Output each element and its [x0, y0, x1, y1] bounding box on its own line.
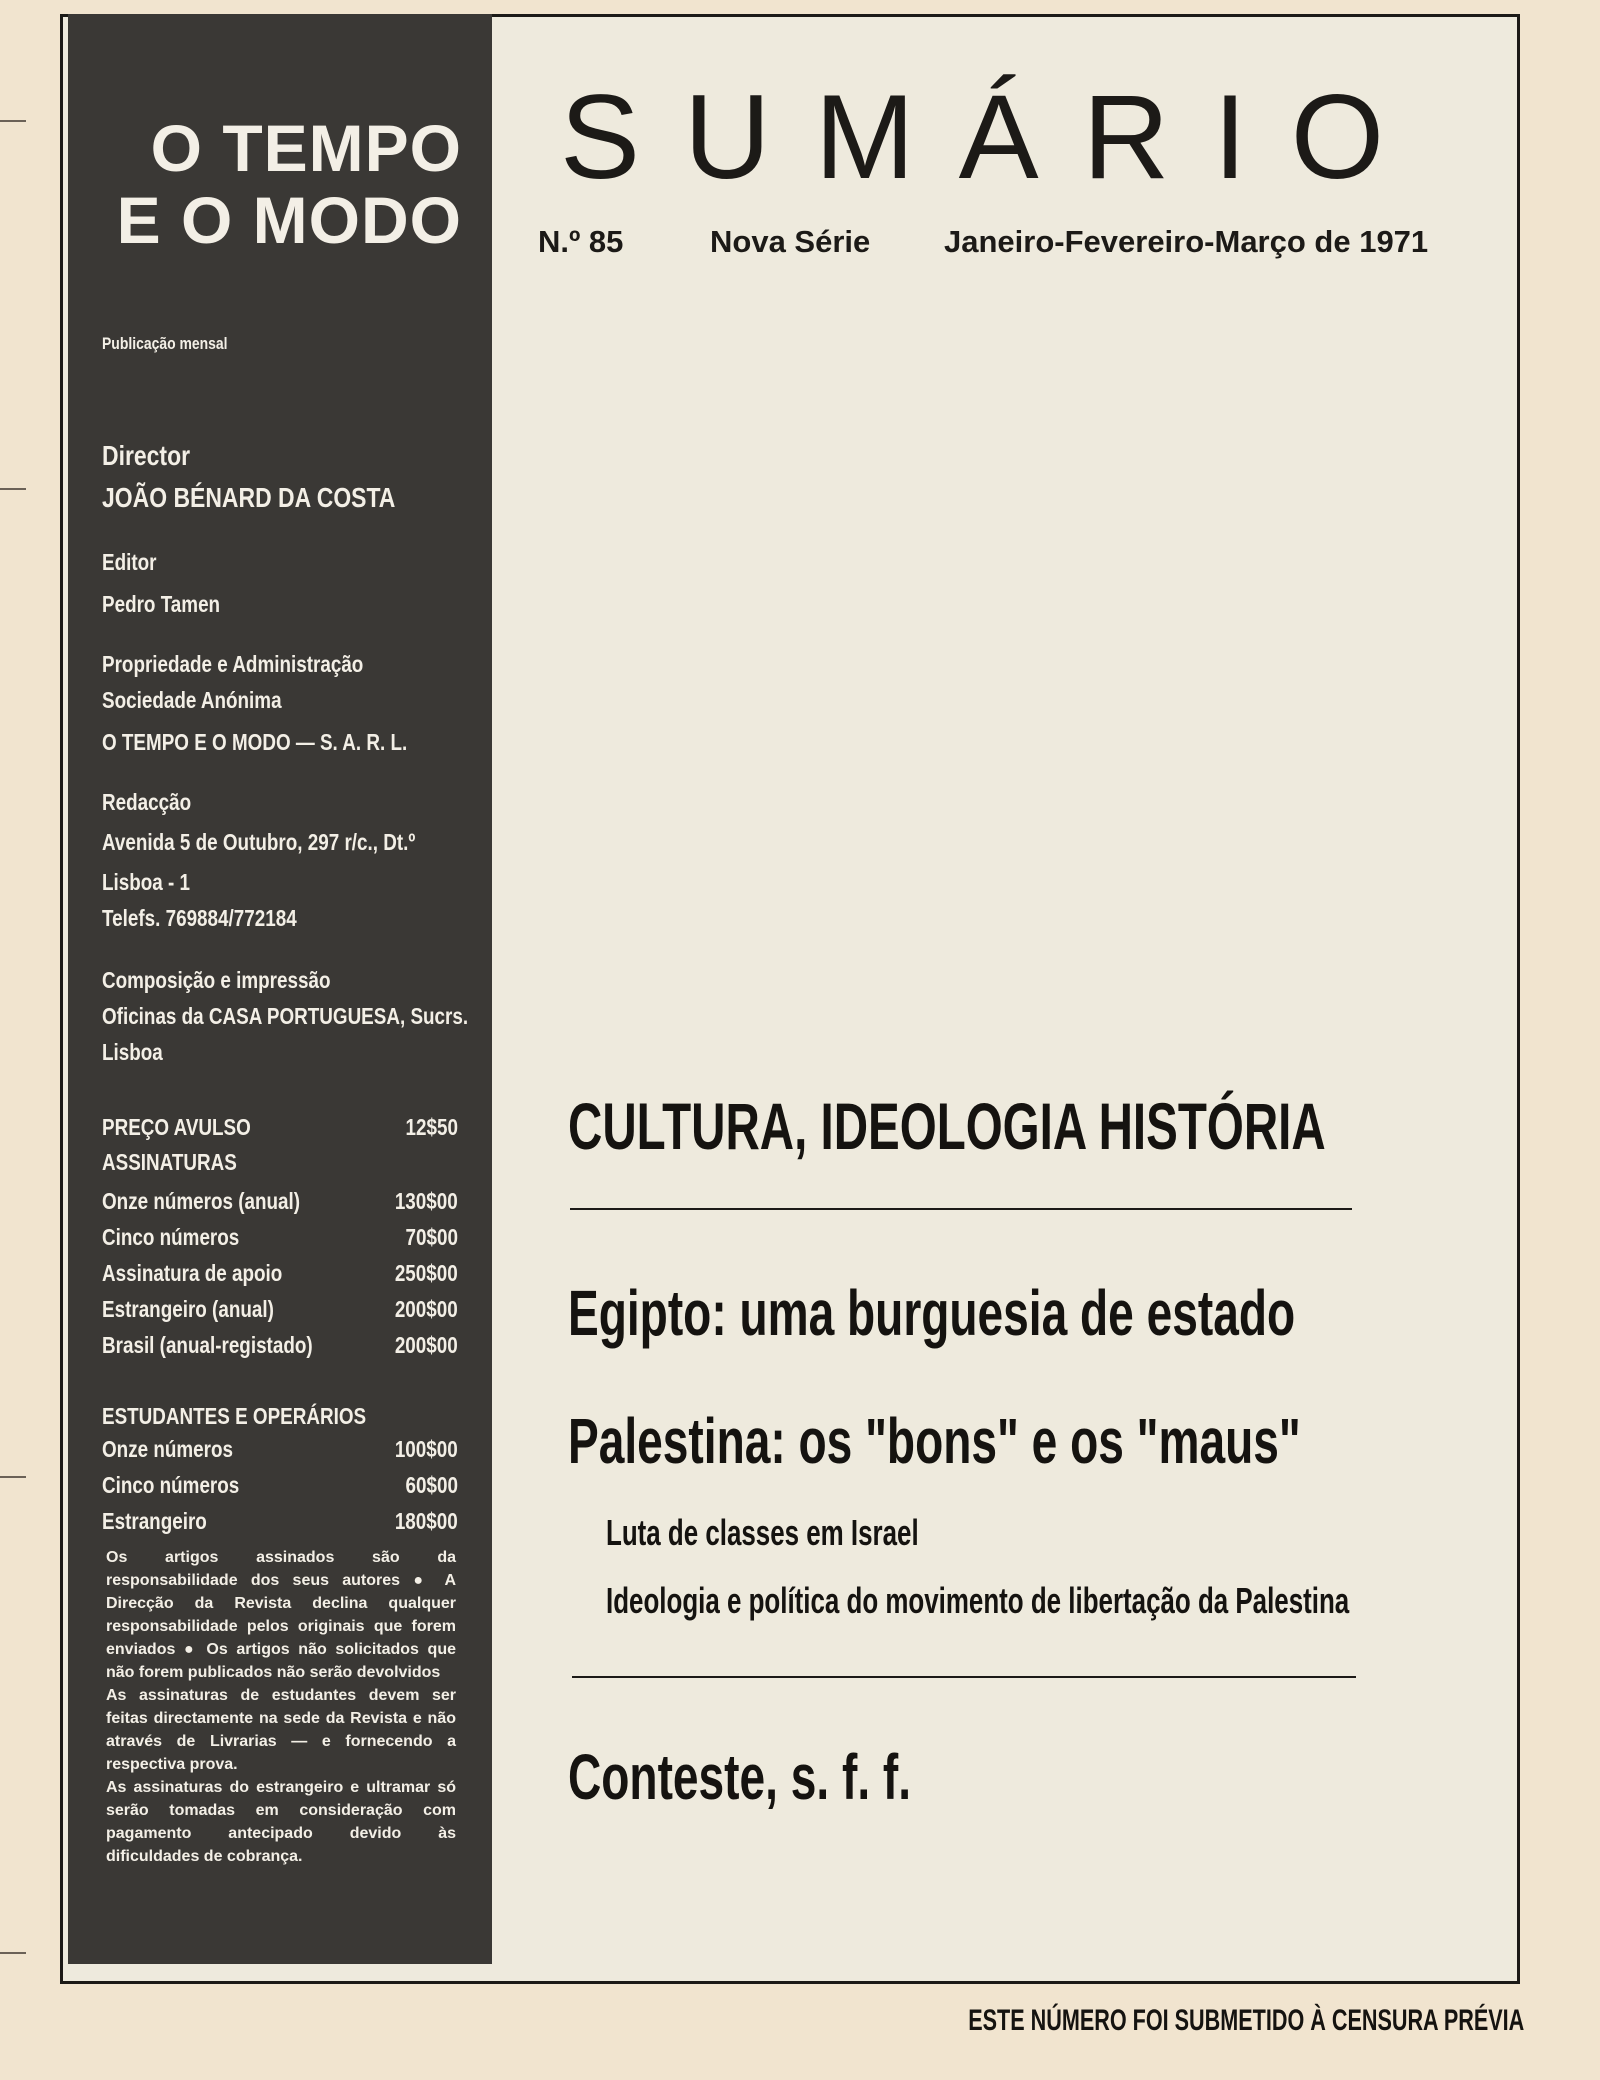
- price-value: 70$00: [405, 1224, 458, 1250]
- price-label: Estrangeiro: [102, 1508, 207, 1534]
- price-row: [102, 1224, 458, 1251]
- issue-series: Nova Série: [710, 224, 871, 259]
- notice-students: As assinaturas de estudantes devem ser feitas directamente na sede da Revista e não através de Livrarias — e fornecendo a respectiva prova.: [106, 1687, 456, 1773]
- price-label: Estrangeiro (anual): [102, 1296, 274, 1322]
- magazine-logo: [62, 112, 462, 256]
- price-row: [102, 1188, 458, 1215]
- single-price-row: [102, 1114, 458, 1141]
- student-price-row: [102, 1436, 458, 1463]
- article-title: Palestina: os "bons" e os "maus": [568, 1405, 1301, 1477]
- page-title: SUMÁRIO: [560, 70, 1429, 204]
- price-row: [102, 1332, 458, 1359]
- editor-label: Editor: [102, 549, 157, 575]
- students-label: ESTUDANTES E OPERÁRIOS: [102, 1403, 367, 1429]
- price-value: 200$00: [395, 1332, 458, 1358]
- logo-line-2: E O MODO: [116, 183, 462, 257]
- director-label: Director: [102, 440, 191, 471]
- newsroom-address: Avenida 5 de Outubro, 297 r/c., Dt.º: [102, 829, 416, 855]
- price-label: Cinco números: [102, 1472, 240, 1498]
- divider: [572, 1676, 1356, 1678]
- section-heading: CULTURA, IDEOLOGIA HISTÓRIA: [568, 1089, 1326, 1163]
- newsroom-phones: Telefs. 769884/772184: [102, 905, 297, 931]
- price-row: [102, 1296, 458, 1323]
- price-label: Onze números (anual): [102, 1188, 301, 1214]
- newsroom-city: Lisboa - 1: [102, 869, 191, 895]
- student-price-row: [102, 1472, 458, 1499]
- masthead-sidebar: [68, 14, 492, 1964]
- director-name: JOÃO BÉNARD DA COSTA: [102, 482, 396, 513]
- price-value: 250$00: [395, 1260, 458, 1286]
- price-value: 200$00: [395, 1296, 458, 1322]
- censorship-note: ESTE NÚMERO FOI SUBMETIDO À CENSURA PRÉVIA: [967, 2004, 1524, 2037]
- printing-shop: Oficinas da CASA PORTUGUESA, Sucrs.: [102, 1003, 469, 1029]
- sub-article-title: Ideologia e política do movimento de libertação da Palestina: [606, 1580, 1350, 1621]
- student-price-row: [102, 1508, 458, 1535]
- printing-label: Composição e impressão: [102, 967, 331, 993]
- single-price-label: PREÇO AVULSO: [102, 1114, 251, 1140]
- price-label: Cinco números: [102, 1224, 240, 1250]
- price-value: 60$00: [405, 1472, 458, 1498]
- ownership-type: Sociedade Anónima: [102, 687, 282, 713]
- issue-date: Janeiro-Fevereiro-Março de 1971: [944, 224, 1429, 259]
- price-label: Onze números: [102, 1436, 234, 1462]
- ownership-label: Propriedade e Administração: [102, 651, 364, 677]
- price-label: Brasil (anual-registado): [102, 1332, 313, 1358]
- editor-name: Pedro Tamen: [102, 591, 221, 617]
- article-title: Conteste, s. f. f.: [568, 1741, 912, 1813]
- price-value: 180$00: [395, 1508, 458, 1534]
- ownership-name: O TEMPO E O MODO — S. A. R. L.: [102, 729, 408, 755]
- sub-article-title: Luta de classes em Israel: [606, 1512, 919, 1553]
- divider: [570, 1208, 1352, 1210]
- newsroom-label: Redacção: [102, 789, 192, 815]
- editorial-notice: [106, 1546, 456, 1868]
- printing-city: Lisboa: [102, 1039, 163, 1065]
- price-value: 130$00: [395, 1188, 458, 1214]
- notice-responsibility: Os artigos assinados são da responsabilidade dos seus autores ● A Direcção da Revista declina qualquer responsabilidade pelos originais que forem enviados ● Os artigos não solicitados que não forem publicados não serão devolvidos: [106, 1549, 456, 1681]
- price-label: Assinatura de apoio: [102, 1260, 283, 1286]
- logo-line-1: O TEMPO: [150, 111, 462, 185]
- single-price-value: 12$50: [405, 1114, 458, 1140]
- price-value: 100$00: [395, 1436, 458, 1462]
- publication-frequency: Publicação mensal: [102, 334, 228, 353]
- price-row: [102, 1260, 458, 1287]
- subscriptions-label: ASSINATURAS: [102, 1149, 237, 1175]
- notice-foreign: As assinaturas do estrangeiro e ultramar só serão tomadas em consideração com pagamento antecipado devido às dificuldades de cobrança.: [106, 1779, 456, 1865]
- article-title: Egipto: uma burguesia de estado: [568, 1277, 1296, 1349]
- issue-number: N.º 85: [538, 224, 624, 259]
